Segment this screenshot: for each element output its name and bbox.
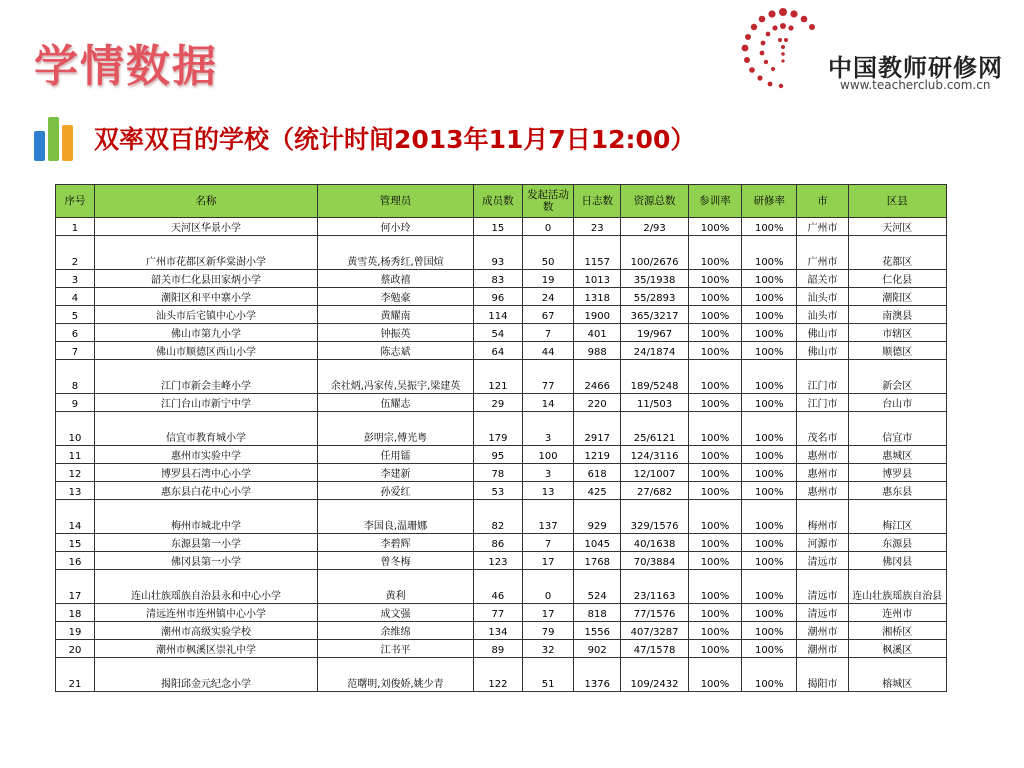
- cell-resources: 77/1576: [621, 604, 689, 622]
- cell-study-rate: 100%: [742, 464, 797, 482]
- cell-resources: 19/967: [621, 324, 689, 342]
- cell-members: 96: [473, 288, 522, 306]
- cell-index: 19: [56, 622, 95, 640]
- school-stats-table: [55, 184, 947, 692]
- cell-training-rate: 100%: [688, 236, 741, 270]
- cell-activities: 32: [522, 640, 573, 658]
- cell-activities: 24: [522, 288, 573, 306]
- cell-admins: 孙爱红: [318, 482, 474, 500]
- cell-logs: 2917: [574, 412, 621, 446]
- table-row: [56, 658, 947, 692]
- bar-chart-icon: [34, 115, 76, 161]
- cell-school-name: 佛山市第九小学: [94, 324, 317, 342]
- cell-resources: 189/5248: [621, 360, 689, 394]
- cell-activities: 137: [522, 500, 573, 534]
- cell-resources: 23/1163: [621, 570, 689, 604]
- cell-city: 广州市: [797, 236, 848, 270]
- cell-logs: 1219: [574, 446, 621, 464]
- cell-activities: 0: [522, 570, 573, 604]
- cell-index: 5: [56, 306, 95, 324]
- cell-admins: 彭明宗,傅光粤: [318, 412, 474, 446]
- table-row: [56, 342, 947, 360]
- cell-city: 茂名市: [797, 412, 848, 446]
- cell-resources: 2/93: [621, 218, 689, 236]
- cell-activities: 0: [522, 218, 573, 236]
- cell-study-rate: 100%: [742, 658, 797, 692]
- cell-study-rate: 100%: [742, 552, 797, 570]
- cell-index: 9: [56, 394, 95, 412]
- section-heading: [34, 114, 695, 162]
- cell-training-rate: 100%: [688, 306, 741, 324]
- cell-training-rate: 100%: [688, 412, 741, 446]
- cell-school-name: 江门台山市新宁中学: [94, 394, 317, 412]
- table-row: [56, 446, 947, 464]
- cell-district: 新会区: [848, 360, 946, 394]
- cell-district: 榕城区: [848, 658, 946, 692]
- cell-resources: 35/1938: [621, 270, 689, 288]
- cell-study-rate: 100%: [742, 236, 797, 270]
- cell-logs: 23: [574, 218, 621, 236]
- cell-admins: 李勉豪: [318, 288, 474, 306]
- cell-logs: 902: [574, 640, 621, 658]
- cell-logs: 818: [574, 604, 621, 622]
- table-row: [56, 622, 947, 640]
- cell-activities: 50: [522, 236, 573, 270]
- cell-admins: 李国良,温珊娜: [318, 500, 474, 534]
- cell-district: 市辖区: [848, 324, 946, 342]
- cell-district: 天河区: [848, 218, 946, 236]
- logo-url: www.teacherclub.com.cn: [840, 78, 991, 92]
- cell-study-rate: 100%: [742, 500, 797, 534]
- table-row: [56, 604, 947, 622]
- cell-school-name: 连山壮族瑶族自治县永和中心小学: [94, 570, 317, 604]
- cell-index: 21: [56, 658, 95, 692]
- cell-index: 8: [56, 360, 95, 394]
- cell-index: 1: [56, 218, 95, 236]
- cell-activities: 79: [522, 622, 573, 640]
- cell-logs: 1045: [574, 534, 621, 552]
- cell-training-rate: 100%: [688, 394, 741, 412]
- section-title: 双率双百的学校（统计时间2013年11月7日12:00）: [94, 125, 696, 154]
- cell-logs: 1556: [574, 622, 621, 640]
- table-row: [56, 270, 947, 288]
- cell-index: 3: [56, 270, 95, 288]
- cell-study-rate: 100%: [742, 306, 797, 324]
- cell-members: 83: [473, 270, 522, 288]
- table-row: [56, 306, 947, 324]
- cell-members: 29: [473, 394, 522, 412]
- cell-admins: 黄雪英,杨秀红,曾国煊: [318, 236, 474, 270]
- cell-activities: 51: [522, 658, 573, 692]
- cell-school-name: 揭阳邱金元纪念小学: [94, 658, 317, 692]
- cell-training-rate: 100%: [688, 270, 741, 288]
- cell-training-rate: 100%: [688, 534, 741, 552]
- cell-city: 清远市: [797, 552, 848, 570]
- cell-admins: 陈志斌: [318, 342, 474, 360]
- cell-members: 78: [473, 464, 522, 482]
- cell-index: 18: [56, 604, 95, 622]
- cell-training-rate: 100%: [688, 500, 741, 534]
- cell-resources: 11/503: [621, 394, 689, 412]
- cell-index: 11: [56, 446, 95, 464]
- cell-city: 清远市: [797, 604, 848, 622]
- table-row: [56, 288, 947, 306]
- cell-district: 佛冈县: [848, 552, 946, 570]
- cell-members: 114: [473, 306, 522, 324]
- page-title: 学情数据: [34, 41, 218, 92]
- column-header-members: 成员数: [473, 185, 522, 218]
- cell-district: 南澳县: [848, 306, 946, 324]
- column-header-city: 市: [797, 185, 848, 218]
- cell-school-name: 信宜市教育城小学: [94, 412, 317, 446]
- cell-study-rate: 100%: [742, 270, 797, 288]
- cell-city: 江门市: [797, 360, 848, 394]
- cell-training-rate: 100%: [688, 342, 741, 360]
- cell-members: 77: [473, 604, 522, 622]
- cell-logs: 1013: [574, 270, 621, 288]
- cell-activities: 3: [522, 464, 573, 482]
- cell-logs: 524: [574, 570, 621, 604]
- cell-index: 20: [56, 640, 95, 658]
- cell-admins: 伍耀志: [318, 394, 474, 412]
- cell-logs: 1900: [574, 306, 621, 324]
- cell-training-rate: 100%: [688, 288, 741, 306]
- cell-training-rate: 100%: [688, 570, 741, 604]
- cell-training-rate: 100%: [688, 552, 741, 570]
- cell-members: 54: [473, 324, 522, 342]
- cell-training-rate: 100%: [688, 360, 741, 394]
- cell-admins: 李建新: [318, 464, 474, 482]
- cell-members: 95: [473, 446, 522, 464]
- cell-city: 汕头市: [797, 288, 848, 306]
- cell-training-rate: 100%: [688, 324, 741, 342]
- cell-study-rate: 100%: [742, 604, 797, 622]
- cell-district: 仁化县: [848, 270, 946, 288]
- cell-study-rate: 100%: [742, 412, 797, 446]
- cell-resources: 25/6121: [621, 412, 689, 446]
- cell-activities: 3: [522, 412, 573, 446]
- cell-school-name: 潮阳区和平中寨小学: [94, 288, 317, 306]
- cell-admins: 余维绵: [318, 622, 474, 640]
- cell-district: 台山市: [848, 394, 946, 412]
- cell-city: 梅州市: [797, 500, 848, 534]
- cell-training-rate: 100%: [688, 622, 741, 640]
- cell-district: 潮阳区: [848, 288, 946, 306]
- cell-study-rate: 100%: [742, 218, 797, 236]
- cell-study-rate: 100%: [742, 622, 797, 640]
- cell-school-name: 惠东县白花中心小学: [94, 482, 317, 500]
- cell-district: 湘桥区: [848, 622, 946, 640]
- column-header-logs: 日志数: [574, 185, 621, 218]
- cell-training-rate: 100%: [688, 482, 741, 500]
- cell-school-name: 佛冈县第一小学: [94, 552, 317, 570]
- cell-index: 10: [56, 412, 95, 446]
- cell-index: 7: [56, 342, 95, 360]
- cell-members: 179: [473, 412, 522, 446]
- cell-city: 潮州市: [797, 622, 848, 640]
- cell-school-name: 汕头市后宅镇中心小学: [94, 306, 317, 324]
- cell-index: 12: [56, 464, 95, 482]
- cell-resources: 27/682: [621, 482, 689, 500]
- cell-study-rate: 100%: [742, 570, 797, 604]
- cell-logs: 618: [574, 464, 621, 482]
- cell-training-rate: 100%: [688, 658, 741, 692]
- column-header-study-rate: 研修率: [742, 185, 797, 218]
- cell-admins: 余社炳,冯家传,吴振宇,梁建英: [318, 360, 474, 394]
- cell-district: 枫溪区: [848, 640, 946, 658]
- cell-training-rate: 100%: [688, 640, 741, 658]
- cell-resources: 109/2432: [621, 658, 689, 692]
- cell-activities: 77: [522, 360, 573, 394]
- cell-logs: 1376: [574, 658, 621, 692]
- column-header-activities: 发起活动数: [522, 185, 573, 218]
- table-row: [56, 394, 947, 412]
- cell-admins: 钟振英: [318, 324, 474, 342]
- cell-resources: 329/1576: [621, 500, 689, 534]
- column-header-training-rate: 参训率: [688, 185, 741, 218]
- cell-logs: 1318: [574, 288, 621, 306]
- cell-members: 53: [473, 482, 522, 500]
- cell-members: 123: [473, 552, 522, 570]
- cell-activities: 19: [522, 270, 573, 288]
- table-row: [56, 218, 947, 236]
- cell-study-rate: 100%: [742, 288, 797, 306]
- cell-resources: 70/3884: [621, 552, 689, 570]
- cell-school-name: 东源县第一小学: [94, 534, 317, 552]
- cell-index: 14: [56, 500, 95, 534]
- cell-school-name: 潮州市枫溪区崇礼中学: [94, 640, 317, 658]
- cell-city: 河源市: [797, 534, 848, 552]
- cell-city: 江门市: [797, 394, 848, 412]
- cell-resources: 47/1578: [621, 640, 689, 658]
- cell-school-name: 惠州市实验中学: [94, 446, 317, 464]
- cell-members: 64: [473, 342, 522, 360]
- cell-members: 46: [473, 570, 522, 604]
- cell-resources: 365/3217: [621, 306, 689, 324]
- cell-city: 广州市: [797, 218, 848, 236]
- cell-study-rate: 100%: [742, 342, 797, 360]
- cell-admins: 黄耀南: [318, 306, 474, 324]
- cell-training-rate: 100%: [688, 218, 741, 236]
- cell-training-rate: 100%: [688, 464, 741, 482]
- cell-district: 花都区: [848, 236, 946, 270]
- cell-admins: 曾冬梅: [318, 552, 474, 570]
- cell-activities: 13: [522, 482, 573, 500]
- cell-activities: 17: [522, 604, 573, 622]
- cell-school-name: 清远连州市连州镇中心小学: [94, 604, 317, 622]
- column-header-admins: 管理员: [318, 185, 474, 218]
- cell-admins: 黄利: [318, 570, 474, 604]
- cell-members: 82: [473, 500, 522, 534]
- cell-members: 15: [473, 218, 522, 236]
- cell-district: 博罗县: [848, 464, 946, 482]
- cell-activities: 14: [522, 394, 573, 412]
- teacherclub-logo: [728, 4, 1018, 96]
- cell-school-name: 韶关市仁化县田家炳小学: [94, 270, 317, 288]
- cell-members: 86: [473, 534, 522, 552]
- column-header-district: 区县: [848, 185, 946, 218]
- cell-district: 惠城区: [848, 446, 946, 464]
- cell-index: 6: [56, 324, 95, 342]
- table-row: [56, 412, 947, 446]
- cell-training-rate: 100%: [688, 446, 741, 464]
- cell-study-rate: 100%: [742, 640, 797, 658]
- table-row: [56, 360, 947, 394]
- cell-school-name: 潮州市高级实验学校: [94, 622, 317, 640]
- cell-city: 惠州市: [797, 482, 848, 500]
- cell-resources: 100/2676: [621, 236, 689, 270]
- cell-city: 佛山市: [797, 324, 848, 342]
- table-row: [56, 482, 947, 500]
- cell-district: 连州市: [848, 604, 946, 622]
- cell-resources: 407/3287: [621, 622, 689, 640]
- table-row: [56, 500, 947, 534]
- cell-study-rate: 100%: [742, 360, 797, 394]
- cell-district: 东源县: [848, 534, 946, 552]
- table-row: [56, 464, 947, 482]
- cell-logs: 2466: [574, 360, 621, 394]
- cell-resources: 40/1638: [621, 534, 689, 552]
- cell-activities: 17: [522, 552, 573, 570]
- cell-district: 连山壮族瑶族自治县: [848, 570, 946, 604]
- cell-index: 15: [56, 534, 95, 552]
- cell-index: 16: [56, 552, 95, 570]
- cell-study-rate: 100%: [742, 534, 797, 552]
- cell-city: 韶关市: [797, 270, 848, 288]
- cell-members: 89: [473, 640, 522, 658]
- cell-logs: 1768: [574, 552, 621, 570]
- cell-index: 4: [56, 288, 95, 306]
- cell-school-name: 梅州市城北中学: [94, 500, 317, 534]
- cell-resources: 55/2893: [621, 288, 689, 306]
- table-header-row: [56, 185, 947, 218]
- cell-activities: 100: [522, 446, 573, 464]
- cell-training-rate: 100%: [688, 604, 741, 622]
- cell-admins: 李碧辉: [318, 534, 474, 552]
- cell-school-name: 广州市花都区新华棠澍小学: [94, 236, 317, 270]
- column-header-school-name: 名称: [94, 185, 317, 218]
- cell-city: 惠州市: [797, 446, 848, 464]
- cell-index: 2: [56, 236, 95, 270]
- cell-district: 信宜市: [848, 412, 946, 446]
- cell-logs: 1157: [574, 236, 621, 270]
- cell-admins: 范曙明,刘俊娇,姚少青: [318, 658, 474, 692]
- cell-district: 惠东县: [848, 482, 946, 500]
- cell-activities: 7: [522, 324, 573, 342]
- table-row: [56, 534, 947, 552]
- cell-resources: 12/1007: [621, 464, 689, 482]
- cell-admins: 成文强: [318, 604, 474, 622]
- cell-district: 梅江区: [848, 500, 946, 534]
- cell-school-name: 天河区华景小学: [94, 218, 317, 236]
- table-row: [56, 570, 947, 604]
- column-header-index: 序号: [56, 185, 95, 218]
- cell-logs: 929: [574, 500, 621, 534]
- cell-study-rate: 100%: [742, 324, 797, 342]
- cell-logs: 220: [574, 394, 621, 412]
- cell-members: 134: [473, 622, 522, 640]
- cell-city: 汕头市: [797, 306, 848, 324]
- cell-study-rate: 100%: [742, 394, 797, 412]
- cell-school-name: 佛山市顺德区西山小学: [94, 342, 317, 360]
- cell-admins: 江书平: [318, 640, 474, 658]
- cell-district: 顺德区: [848, 342, 946, 360]
- cell-activities: 67: [522, 306, 573, 324]
- cell-resources: 124/3116: [621, 446, 689, 464]
- cell-city: 揭阳市: [797, 658, 848, 692]
- logo-name: 中国教师研修网: [828, 54, 1003, 82]
- cell-index: 17: [56, 570, 95, 604]
- cell-admins: 任用镭: [318, 446, 474, 464]
- cell-members: 121: [473, 360, 522, 394]
- cell-activities: 7: [522, 534, 573, 552]
- cell-index: 13: [56, 482, 95, 500]
- cell-admins: 何小玲: [318, 218, 474, 236]
- cell-resources: 24/1874: [621, 342, 689, 360]
- cell-study-rate: 100%: [742, 482, 797, 500]
- cell-logs: 425: [574, 482, 621, 500]
- cell-members: 93: [473, 236, 522, 270]
- cell-city: 佛山市: [797, 342, 848, 360]
- logo-emblem-icon: [728, 4, 838, 96]
- cell-logs: 988: [574, 342, 621, 360]
- cell-members: 122: [473, 658, 522, 692]
- cell-school-name: 江门市新会圭峰小学: [94, 360, 317, 394]
- cell-city: 清远市: [797, 570, 848, 604]
- table-row: [56, 236, 947, 270]
- cell-school-name: 博罗县石湾中心小学: [94, 464, 317, 482]
- table-row: [56, 552, 947, 570]
- column-header-resources: 资源总数: [621, 185, 689, 218]
- cell-study-rate: 100%: [742, 446, 797, 464]
- cell-admins: 蔡政禧: [318, 270, 474, 288]
- table-row: [56, 324, 947, 342]
- cell-city: 潮州市: [797, 640, 848, 658]
- table-row: [56, 640, 947, 658]
- cell-logs: 401: [574, 324, 621, 342]
- cell-city: 惠州市: [797, 464, 848, 482]
- cell-activities: 44: [522, 342, 573, 360]
